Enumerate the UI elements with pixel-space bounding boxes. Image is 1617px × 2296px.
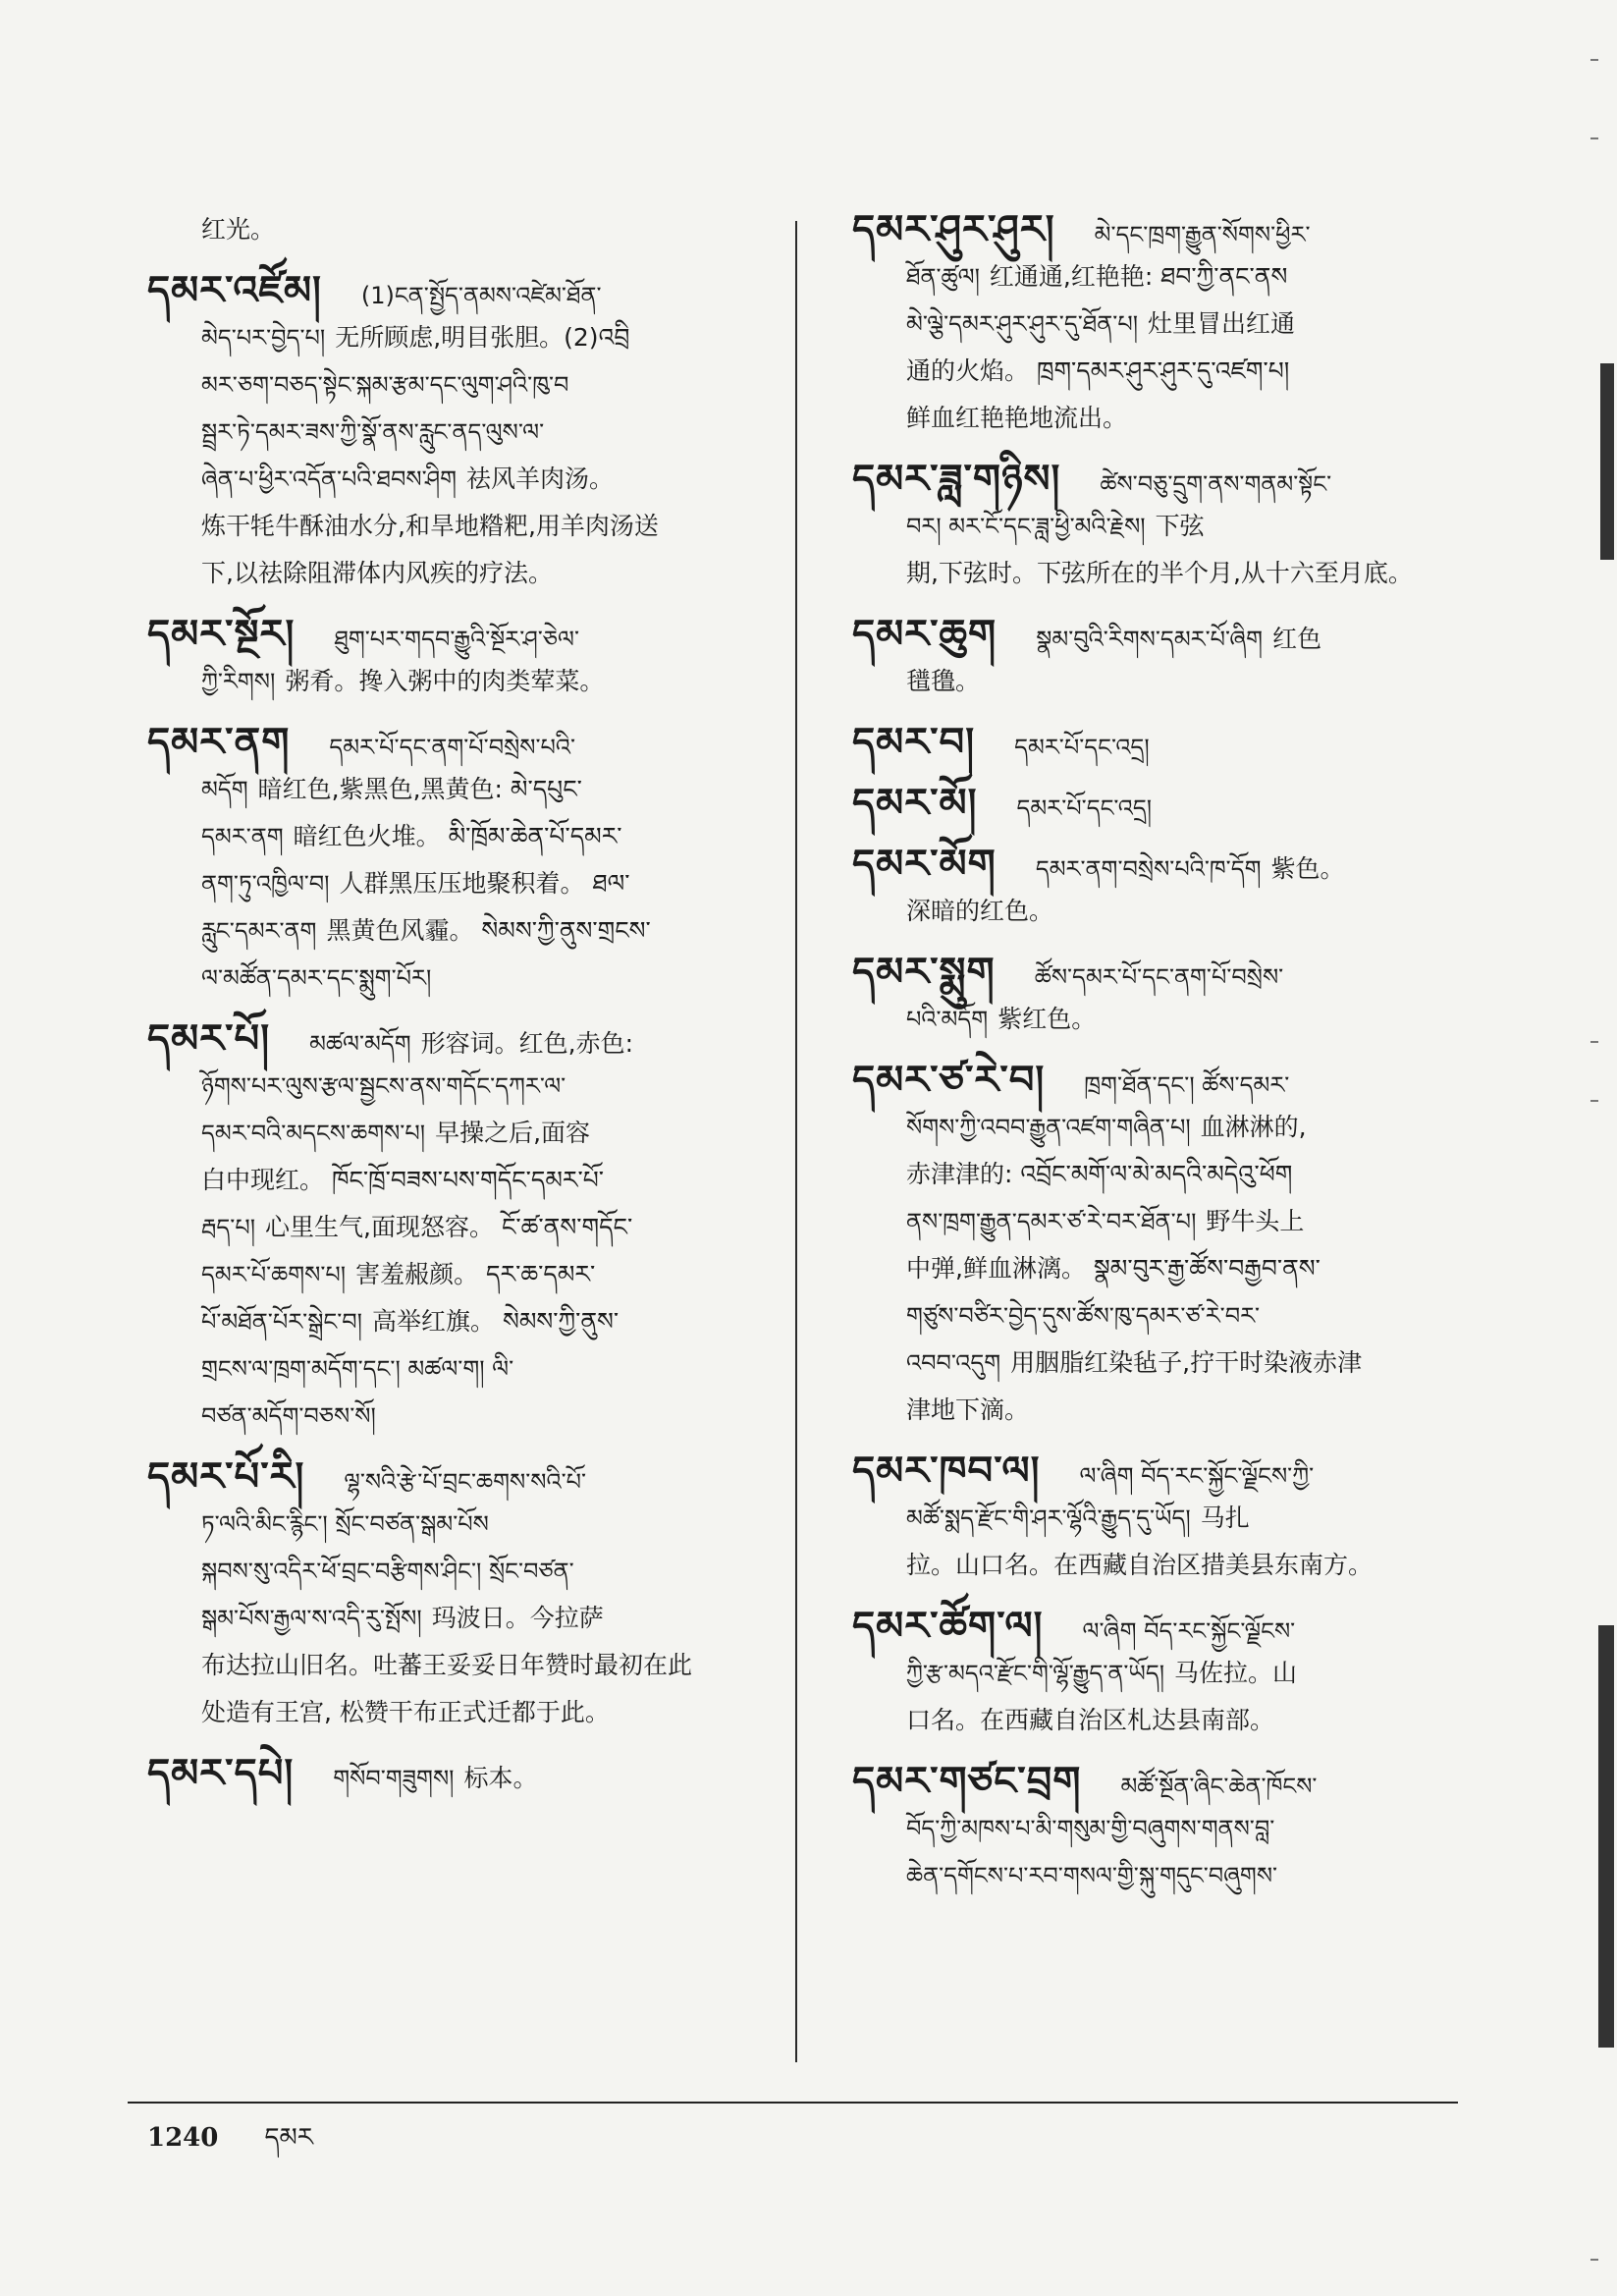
entry-line (852, 1805, 1490, 1852)
entry-line (852, 395, 1490, 442)
dictionary-entry (852, 841, 1490, 935)
entry-line (147, 955, 776, 1002)
chinese-gloss: 玛波日。今拉萨 (431, 1604, 604, 1632)
right-column (852, 206, 1490, 1913)
tibetan-text: ཚེས་བཅུ་དྲུག་ནས་གནམ་སྟོང་ (1100, 470, 1332, 498)
tibetan-text: པའི་མདོག (906, 1006, 989, 1033)
entry-line (147, 860, 776, 907)
chinese-gloss: 灶里冒出红通 (1148, 309, 1296, 338)
tibetan-text: མར་ཅག་བཅད་སྟེང་སྐམ་རྩམ་དང་ལུག་ཤའི་ཁུ་བ (201, 371, 569, 399)
chinese-gloss: 马扎 (1200, 1503, 1250, 1532)
dictionary-entry (852, 780, 1490, 827)
chinese-gloss: 害羞赧颜。 དར་ཆ་དམར་ (355, 1260, 596, 1288)
chinese-gloss: 红光。 (201, 215, 276, 244)
tibetan-text: སྒམ་པོས་རྒྱལ་ས་འདི་རུ་སྤོས། (201, 1605, 422, 1632)
scan-tick (1590, 1041, 1598, 1043)
tibetan-text: སྣམ་བུའི་རིགས་དམར་པོ་ཞིག (1036, 626, 1264, 653)
tibetan-text: དམར་ནག (201, 823, 284, 850)
dictionary-entry (147, 1453, 776, 1736)
tibetan-text: ཀྱི་རྩ་མདའ་རྫོང་གི་ལྷོ་རྒྱུད་ན་ཡོད། (906, 1660, 1165, 1687)
dictionary-entry (852, 1603, 1490, 1744)
entry-line (852, 780, 1490, 827)
entry-line (147, 1298, 776, 1345)
chinese-gloss: 早操之后,面容 (435, 1119, 591, 1147)
entry-line (852, 503, 1490, 550)
tibetan-text: ཆེན་དགོངས་པ་རབ་གསལ་གྱི་སྐུ་གདུང་བཞུགས་ (906, 1862, 1278, 1889)
entry-headword: དམར་མོ། (852, 781, 978, 826)
entry-headword: དམར་ཙ་རེ་བ། (852, 1058, 1046, 1103)
tibetan-text: ཁྲག་ཐོན་དང་། ཚོས་དམར་ (1084, 1071, 1290, 1099)
dictionary-entry (147, 611, 776, 705)
dictionary-entry (852, 206, 1490, 442)
entry-line (147, 267, 776, 314)
entry-headword: དམར་མོག (852, 842, 997, 887)
entry-line (852, 301, 1490, 348)
entry-line (147, 658, 776, 705)
tibetan-text: ཚོས་དམར་པོ་དང་ནག་པོ་བསྲེས་ (1034, 963, 1284, 991)
chinese-gloss: 祛风羊肉汤。 (466, 465, 615, 493)
tibetan-text: ལ་ཞིག བོད་རང་སྐྱོང་ལྗོངས་ (1082, 1617, 1296, 1645)
entry-line (852, 1057, 1490, 1104)
tibetan-text: མེད་པར་བྱེད་པ། (201, 324, 326, 352)
entry-line (852, 1151, 1490, 1198)
entry-headword: དམར་འཛོམ། (147, 268, 322, 313)
entry-line (147, 813, 776, 860)
entry-line (147, 907, 776, 955)
tibetan-text: གཙུས་བཙིར་བྱེད་དུས་ཚོས་ཁུ་དམར་ཙ་རེ་བར་ (906, 1302, 1261, 1330)
tibetan-text: གསོབ་གཟུགས། (333, 1765, 455, 1792)
dictionary-entry (852, 611, 1490, 705)
tibetan-text: ལ་མཚོན་དམར་དང་སྨུག་པོར། (201, 964, 432, 992)
tibetan-text: བོད་ཀྱི་མཁས་པ་མི་གསུམ་གྱི་བཞུགས་གནས་བླ་ (906, 1815, 1275, 1842)
dictionary-entry (852, 456, 1490, 597)
entry-line (147, 1501, 776, 1548)
tibetan-text: སྦྲར་ཏེ་དམར་ཟས་ཀྱི་སྣོ་ནས་རླུང་ནད་ལུས་ལ་ (201, 418, 545, 446)
entry-line (852, 1448, 1490, 1495)
tibetan-text: (1)ངན་སྤྱོད་ནམས་འཛེམ་ཐོན་ (360, 282, 602, 309)
tibetan-text: ཏ་ལའི་མིང་རྙིང་། སྲོང་བཙན་སྒམ་པོས (201, 1510, 489, 1538)
chinese-gloss: 野牛头上 (1206, 1207, 1305, 1235)
tibetan-text: པོ་མཐོན་པོར་སྒྲེང་བ། (201, 1308, 362, 1336)
entry-line (852, 206, 1490, 253)
entry-line (147, 1453, 776, 1501)
entry-headword: དམར་ཟླ་གཉིས། (852, 457, 1061, 502)
entry-headword: དམར་ནག (147, 720, 291, 765)
chinese-gloss: 红通通,红艳艳: ཐབ་ཀྱི་ནང་ནས (989, 262, 1288, 291)
entry-line (147, 1750, 776, 1797)
entry-line (147, 503, 776, 550)
entry-headword: དམར་བ། (852, 720, 976, 765)
entry-line (852, 1603, 1490, 1650)
chinese-gloss: 高举红旗。 སེམས་ཀྱི་ནུས་ (372, 1307, 620, 1336)
chinese-gloss: 暗红色火堆。 མི་ཁྲོམ་ཆེན་པོ་དམར་ (293, 822, 622, 850)
dictionary-entry (147, 719, 776, 1002)
entry-line (147, 1063, 776, 1110)
entry-line (852, 996, 1490, 1043)
tibetan-text: མེ་ལྕེ་དམར་ཤུར་ཤུར་དུ་ཐོན་པ། (906, 310, 1139, 338)
entry-line (852, 456, 1490, 503)
entry-line (852, 1387, 1490, 1434)
entry-line (852, 719, 1490, 766)
entry-headword: དམར་ཁབ་ལ། (852, 1449, 1041, 1494)
scan-tick (1590, 2259, 1598, 2261)
dictionary-entry (852, 1448, 1490, 1589)
entry-line (147, 456, 776, 503)
entry-headword: དམར་གཙང་བྲག (852, 1759, 1082, 1804)
chinese-gloss: 下弦 (1155, 512, 1205, 540)
chinese-gloss: 暗红色,紫黑色,黑黄色: མེ་དཔུང་ (257, 775, 582, 803)
tibetan-text: སོགས་ཀྱི་འབབ་རྒྱུན་འཛག་གཞིན་པ། (906, 1114, 1191, 1141)
tibetan-text: མཚོ་སྨད་རྫོང་གི་ཤར་ལྷོའི་རྒྱུད་དུ་ཡོད། (906, 1504, 1191, 1532)
entry-line (852, 658, 1490, 705)
chinese-gloss: 粥肴。搀入粥中的肉类荤菜。 (285, 667, 605, 695)
entry-line (147, 1595, 776, 1642)
tibetan-text: དམར་པོ་དང་འདྲ། (1016, 794, 1153, 822)
chinese-gloss: 血淋淋的, (1200, 1113, 1307, 1141)
entry-line (852, 1495, 1490, 1542)
tibetan-text: མཚོ་སྔོན་ཞིང་ཆེན་ཁོངས་ (1120, 1773, 1318, 1800)
tibetan-text: བར། མར་ངོ་དང་ཟླ་ཕྱི་མའི་རྗེས། (906, 513, 1146, 540)
scan-margin-mark (1600, 363, 1614, 560)
entry-headword: དམར་ཚོག་ལ། (852, 1604, 1044, 1649)
chinese-gloss: 中弹,鲜血淋漓。 སྣམ་བུར་རྒྱ་ཚོས་བརྒྱབ་ནས་ (906, 1254, 1321, 1283)
dictionary-entry (147, 1015, 776, 1440)
entry-headword: དམར་པོ། (147, 1016, 271, 1062)
tibetan-text: ཐོན་ཚུལ། (906, 263, 980, 291)
page-number: 1240 (147, 2123, 219, 2153)
page-footer (147, 2109, 313, 2181)
chinese-gloss: 拉。山口名。在西藏自治区措美县东南方。 (906, 1551, 1374, 1579)
tibetan-text: གྲངས་ལ་ཁྲག་མདོག་དང་། མཚལ་ག། ལི་ (201, 1355, 514, 1383)
chinese-gloss: 红色 (1272, 625, 1322, 653)
chinese-gloss: 用胭脂红染毡子,拧干时染液赤津 (1010, 1348, 1363, 1377)
entry-line (852, 1292, 1490, 1339)
chinese-gloss: 无所顾虑,明目张胆。(2)འབྲི (335, 323, 630, 352)
entry-line (852, 550, 1490, 597)
entry-line (852, 841, 1490, 888)
chinese-gloss: 炼干牦牛酥油水分,和旱地糌粑,用羊肉汤送 (201, 512, 659, 540)
running-head: དམར (264, 2123, 313, 2153)
tibetan-text: དམར་ནག་བསྲེས་པའི་ཁ་དོག (1035, 855, 1262, 883)
footer-rule (128, 2102, 1458, 2104)
entry-line (147, 1689, 776, 1736)
dictionary-entry (852, 1057, 1490, 1434)
tibetan-text: ཉོགས་པར་ལུས་རྩལ་སྦྱངས་ནས་གདོང་དཀར་ལ་ (201, 1072, 566, 1100)
entry-line (147, 361, 776, 409)
entry-line (852, 1758, 1490, 1805)
chinese-gloss: 马佐拉。山 (1174, 1659, 1298, 1687)
entry-line (147, 1345, 776, 1393)
entry-line (147, 1204, 776, 1251)
entry-line (147, 1110, 776, 1157)
chinese-gloss: 鲜血红艳艳地流出。 (906, 404, 1128, 432)
chinese-gloss: 布达拉山旧名。吐蕃王妥妥日年赞时最初在此 (201, 1651, 693, 1679)
entry-headword: དམར་སྨུག (852, 950, 996, 995)
entry-line (147, 1251, 776, 1298)
chinese-gloss: 下,以祛除阻滞体内风疾的疗法。 (201, 559, 553, 587)
tibetan-text: ཀྱི་རིགས། (201, 668, 276, 695)
entry-headword: དམར་པོ་རི། (147, 1454, 305, 1500)
scan-tick (1590, 137, 1598, 139)
chinese-gloss: 氆氇。 (906, 667, 981, 695)
chinese-gloss: 深暗的红色。 (906, 897, 1054, 925)
entry-line (852, 1542, 1490, 1589)
chinese-gloss: 心里生气,面现怒容。 ངོ་ཚ་ནས་གདོང་ (265, 1213, 633, 1241)
tibetan-text: དམར་བའི་མདངས་ཆགས་པ། (201, 1120, 426, 1147)
entry-headword: དམར་སྔོར། (147, 612, 296, 657)
entry-line (147, 409, 776, 456)
tibetan-text: མདོག (201, 776, 248, 803)
entry-line (147, 766, 776, 813)
entry-line (147, 611, 776, 658)
chinese-gloss: 人群黑压压地聚积着。 ཐལ་ (339, 869, 630, 898)
tibetan-text: དམར་པོ་དང་འདྲ། (1014, 734, 1150, 761)
tibetan-text: དམར་པོ་ཆགས་པ། (201, 1261, 347, 1288)
chinese-gloss: 通的火焰。 ཁྲག་དམར་ཤུར་ཤུར་དུ་འཛག་པ། (906, 356, 1290, 385)
tibetan-text: རྦད་པ། (201, 1214, 256, 1241)
chinese-gloss: 口名。在西藏自治区札达县南部。 (906, 1706, 1275, 1734)
tibetan-text: བཙན་མདོག་བཅས་སོ། (201, 1402, 376, 1430)
chinese-gloss: 紫色。 (1270, 854, 1345, 883)
tibetan-text: མཚལ་མདོག (309, 1030, 411, 1058)
entry-line (852, 888, 1490, 935)
dictionary-entry (852, 949, 1490, 1043)
entry-line (852, 1198, 1490, 1245)
tibetan-text: ནས་ཁྲག་རྒྱུན་དམར་ཙ་རེ་བར་ཐོན་པ། (906, 1208, 1197, 1235)
tibetan-text: ལ་ཞིག བོད་རང་སྐྱོང་ལྗོངས་ཀྱི་ (1079, 1462, 1315, 1490)
chinese-gloss: 期,下弦时。下弦所在的半个月,从十六至月底。 (906, 559, 1413, 587)
entry-line (147, 1548, 776, 1595)
entry-line (147, 550, 776, 597)
left-column (147, 206, 776, 1811)
entry-headword: དམར་ཤུར་ཤུར། (852, 207, 1055, 252)
entry-line (147, 1393, 776, 1440)
chinese-gloss: 紫红色。 (997, 1005, 1097, 1033)
entry-headword: དམར་ཆུག (852, 612, 997, 657)
chinese-gloss: 处造有王宫, 松赞干布正式迁都于此。 (201, 1698, 610, 1726)
tibetan-text: ཐུག་པར་གདབ་རྒྱུའི་སྔོར་ཤ་ཅེལ་ (334, 626, 580, 653)
scan-tick (1590, 59, 1598, 61)
entry-line (852, 611, 1490, 658)
dictionary-entry (147, 206, 776, 253)
tibetan-text: ཞེན་པ་ཕྱིར་འདོན་པའི་ཐབས་ཤིག (201, 465, 458, 493)
entry-line (147, 314, 776, 361)
chinese-gloss: 黑黄色风霾。 སེམས་ཀྱི་ནུས་གྲངས་ (326, 916, 651, 945)
chinese-gloss: 赤津津的: འབྲོང་མགོ་ལ་མེ་མདའི་མདེའུ་ཕོག (906, 1160, 1293, 1188)
entry-line (852, 1245, 1490, 1292)
column-divider (795, 221, 797, 2062)
entry-line (147, 1642, 776, 1689)
entry-line (852, 1339, 1490, 1387)
scan-margin-mark (1598, 1625, 1614, 2048)
entry-line (852, 348, 1490, 395)
tibetan-text: ལྷ་སའི་རྩེ་པོ་བྲང་ཆགས་སའི་པོ་ (344, 1468, 587, 1496)
tibetan-text: རླུང་དམར་ནག (201, 917, 317, 945)
chinese-gloss: 标本。 (463, 1764, 538, 1792)
tibetan-text: ནག་ཏུ་འཁྱིལ་བ། (201, 870, 330, 898)
tibetan-text: སྐབས་སུ་འདིར་ཕོ་བྲང་བརྩིགས་ཤིང་། སྲོང་བཙན་ (201, 1558, 574, 1585)
dictionary-entry (852, 1758, 1490, 1899)
entry-line (147, 1157, 776, 1204)
entry-headword: དམར་དཔེ། (147, 1751, 295, 1796)
chinese-gloss: 形容词。红色,赤色: (420, 1029, 634, 1058)
dictionary-entry (147, 267, 776, 597)
entry-line (147, 1015, 776, 1063)
entry-line (852, 1697, 1490, 1744)
entry-line (147, 206, 776, 253)
chinese-gloss: 津地下滴。 (906, 1395, 1030, 1424)
entry-line (852, 1104, 1490, 1151)
dictionary-entry (147, 1750, 776, 1797)
entry-line (852, 949, 1490, 996)
entry-line (852, 1852, 1490, 1899)
scan-tick (1590, 1100, 1598, 1102)
entry-line (147, 719, 776, 766)
tibetan-text: མེ་དང་ཁྲག་རྒྱུན་སོགས་ཕྱིར་ (1094, 221, 1311, 248)
entry-line (852, 253, 1490, 301)
dictionary-entry (852, 719, 1490, 766)
tibetan-text: དམར་པོ་དང་ནག་པོ་བསྲེས་པའི་ (329, 734, 576, 761)
tibetan-text: འབབ་འདུག (906, 1349, 1001, 1377)
entry-line (852, 1650, 1490, 1697)
chinese-gloss: 白中现红。 ཁོང་ཁྲོ་བཟས་པས་གདོང་དམར་པོ་ (201, 1166, 605, 1194)
